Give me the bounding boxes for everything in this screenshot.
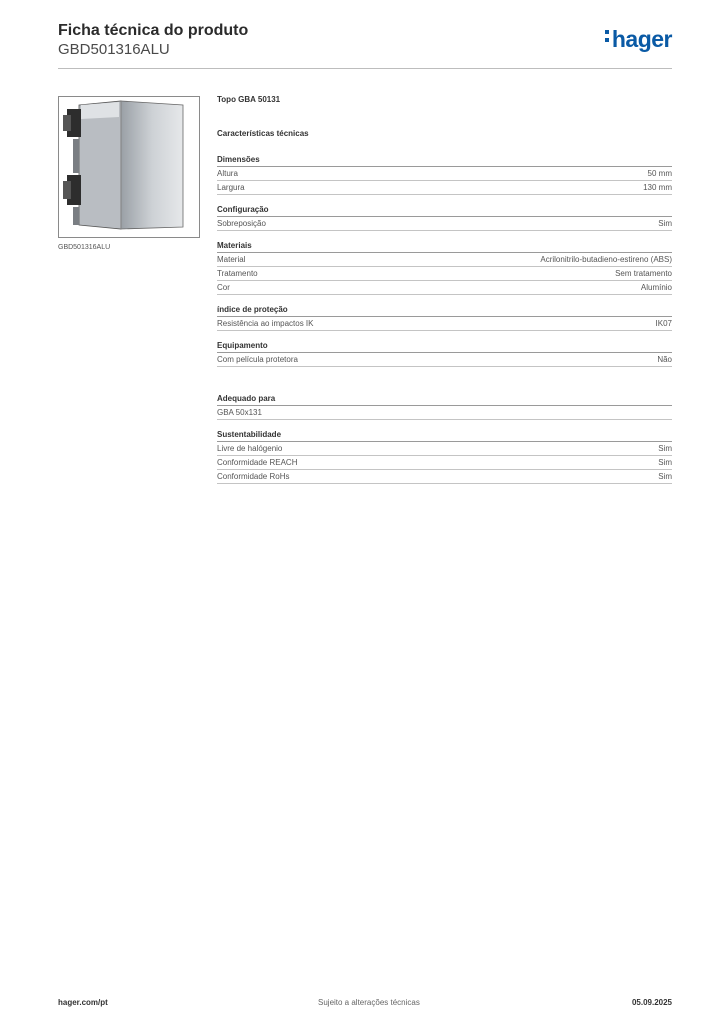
spec-label: Material	[217, 255, 246, 264]
spec-label: Sobreposição	[217, 219, 266, 228]
document-title: Ficha técnica do produto	[58, 22, 249, 39]
group-title: Adequado para	[217, 393, 672, 406]
suitable-for-group	[217, 393, 672, 420]
logo-text: hager	[611, 26, 672, 52]
spec-value: 50 mm	[647, 169, 672, 178]
spec-value: Sim	[658, 458, 672, 467]
spec-row	[217, 317, 672, 331]
page-header	[58, 20, 672, 70]
product-code: GBD501316ALU	[58, 41, 170, 58]
spec-label: Tratamento	[217, 269, 258, 278]
footer-note: Sujeito a alterações técnicas	[318, 998, 420, 1007]
spec-group-protection-index	[217, 304, 672, 331]
spec-label: Altura	[217, 169, 238, 178]
section-spacer	[217, 376, 672, 393]
suitable-item	[217, 406, 672, 420]
spec-value: Sim	[658, 219, 672, 228]
spec-label: Com película protetora	[217, 355, 298, 364]
spec-row	[217, 470, 672, 484]
tech-characteristics-title: Características técnicas	[217, 129, 309, 138]
product-name: Topo GBA 50131	[217, 95, 281, 104]
spec-label: Largura	[217, 183, 245, 192]
sustainability-group	[217, 429, 672, 484]
footer-website-link[interactable]: hager.com/pt	[58, 998, 108, 1007]
spec-label: Cor	[217, 283, 230, 292]
spec-row	[217, 442, 672, 456]
spec-value: Sem tratamento	[615, 269, 672, 278]
spec-group-dimensions	[217, 154, 672, 195]
group-title: Sustentabilidade	[217, 429, 672, 442]
spec-value: 130 mm	[643, 183, 672, 192]
group-title: Dimensões	[217, 154, 672, 167]
group-title: índice de proteção	[217, 304, 672, 317]
spec-row	[217, 253, 672, 267]
group-title: Equipamento	[217, 340, 672, 353]
spec-value: Sim	[658, 444, 672, 453]
spec-value: Sim	[658, 472, 672, 481]
spec-row	[217, 167, 672, 181]
spec-group-materials	[217, 240, 672, 295]
logo-colon-icon	[605, 27, 612, 46]
spec-label: Livre de halógenio	[217, 444, 283, 453]
spec-value: Não	[657, 355, 672, 364]
footer-date: 05.09.2025	[631, 998, 672, 1007]
spec-group-equipment	[217, 340, 672, 367]
hager-logo	[605, 26, 672, 53]
spec-row	[217, 267, 672, 281]
header-divider	[58, 68, 672, 69]
spec-row	[217, 353, 672, 367]
spec-row	[217, 281, 672, 295]
suitable-item-label: GBA 50x131	[217, 408, 262, 417]
spec-label: Conformidade REACH	[217, 458, 298, 467]
spec-value: Acrilonitrilo-butadieno-estireno (ABS)	[540, 255, 672, 264]
spec-label: Resistência ao impactos IK	[217, 319, 314, 328]
end-cap-illustration	[59, 97, 199, 237]
spec-label: Conformidade RoHs	[217, 472, 290, 481]
spec-value: IK07	[655, 319, 672, 328]
spec-content	[217, 95, 672, 493]
spec-value: Alumínio	[640, 283, 672, 292]
spec-row	[217, 456, 672, 470]
group-title: Configuração	[217, 204, 672, 217]
image-caption: GBD501316ALU	[58, 244, 111, 251]
group-title: Materiais	[217, 240, 672, 253]
spec-row	[217, 217, 672, 231]
product-image	[58, 96, 200, 238]
spec-row	[217, 181, 672, 195]
spec-group-configuration	[217, 204, 672, 231]
